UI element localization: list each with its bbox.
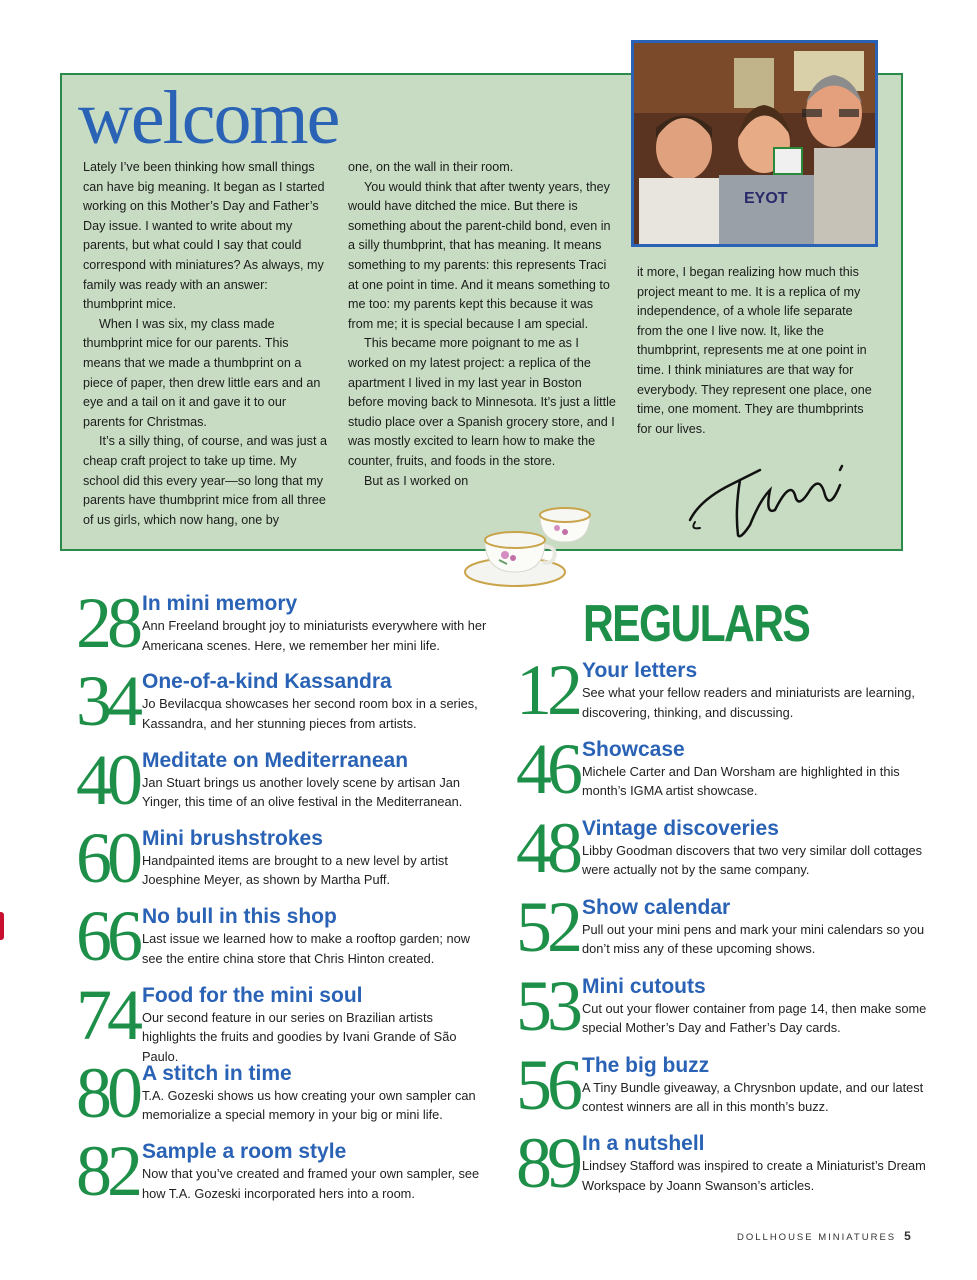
toc-entry-title[interactable]: Meditate on Mediterranean xyxy=(142,748,409,772)
teacup-image xyxy=(455,480,605,595)
toc-entry-title[interactable]: Show calendar xyxy=(582,895,731,919)
paragraph: it more, I began realizing how much this project meant to me. It is a replica of my independence, of a whole life separate from the one I live now. It, like the thumbprint, represents me at one point in time. I think miniatures are that way for everybody. They represent one place, one time, one moment. They are thumbprints for our lives. xyxy=(637,265,872,436)
paragraph: When I was six, my class made thumbprint mice for our parents. This means that we made a thumbprint on a piece of paper, then drew little ears and an eye and a tail on it and gave it to our parents for Christmas. xyxy=(83,316,321,429)
toc-entry-title[interactable]: Your letters xyxy=(582,659,698,682)
toc-entry-description: Ann Freeland brought joy to miniaturists everywhere with her Americana scenes. Here, we remember her mini life. xyxy=(142,618,487,653)
page-number-large: 80 xyxy=(76,1052,138,1133)
toc-entry-title[interactable]: One-of-a-kind Kassandra xyxy=(142,670,392,694)
paragraph: But as I worked on xyxy=(364,473,469,488)
welcome-column-2 xyxy=(348,158,616,491)
family-photo xyxy=(631,40,878,247)
page-number: 5 xyxy=(904,1229,911,1243)
toc-entry-title[interactable]: Mini brushstrokes xyxy=(142,826,323,850)
page-number-large: 40 xyxy=(76,739,138,820)
toc-entry-title[interactable]: Mini cutouts xyxy=(582,974,706,998)
toc-entry-title[interactable]: In mini memory xyxy=(142,592,298,615)
page-number-large: 52 xyxy=(516,886,578,967)
paragraph: It’s a silly thing, of course, and was just a cheap craft project to take up time. My school did this every year—so long that my parents have thumbprint mice from all three of us girls, which now hang, one by xyxy=(83,434,327,527)
toc-entry-description: T.A. Gozeski shows us how creating your own sampler can memorialize a special memory in your big or mini life. xyxy=(142,1087,476,1123)
paragraph: one, on the wall in their room. xyxy=(348,160,514,174)
toc-entry-description: Lindsey Stafford was inspired to create a Miniaturist’s Dream Workspace by Joann Swanson’s articles. xyxy=(582,1158,926,1193)
welcome-column-3 xyxy=(637,263,877,439)
page-number-large: 74 xyxy=(76,974,138,1055)
regulars-heading: REGULARS xyxy=(583,595,810,653)
toc-entry-title[interactable]: Food for the mini soul xyxy=(142,983,363,1007)
toc-entry-description: Our second feature in our series on Brazilian artists highlights the fruits and goodies by Ivani Grande of São Paulo. xyxy=(142,1009,457,1064)
toc-entry-title[interactable]: Vintage discoveries xyxy=(582,816,779,840)
toc-entry-description: Jo Bevilacqua showcases her second room box in a series, Kassandra, and her stunning pieces from artists. xyxy=(142,696,478,731)
page-number-large: 34 xyxy=(76,661,138,742)
toc-entry-description: Libby Goodman discovers that two very similar doll cottages were actually not by the same company. xyxy=(582,842,922,878)
signature-traci xyxy=(680,440,860,550)
magazine-name: DOLLHOUSE MINIATURES xyxy=(737,1232,897,1243)
paragraph: This became more poignant to me as I worked on my latest project: a replica of the apartment I lived in my last year in Boston before moving back to Minnesota. It’s just a little studio place over a Spanish grocery store, and I was mostly excited to learn how to make the counter, fruits, and foods in the store. xyxy=(348,336,616,468)
page-footer xyxy=(737,1229,911,1243)
toc-entry-description: Jan Stuart brings us another lovely scene by artisan Jan Yinger, this time of an olive festival in the Mediterranean. xyxy=(142,774,463,810)
page-number-large: 66 xyxy=(76,896,138,977)
paragraph: You would think that after twenty years, they would have ditched the mice. But there is something about the parent-child bond, even in a silly thumbprint, that has meaning. It means something to my parents: this represents Traci at one point in time. And it means something to me too: my parents kept this because it was from me; it is special because I am special. xyxy=(348,179,611,331)
toc-entry-title[interactable]: In a nutshell xyxy=(582,1132,705,1156)
toc-entry-title[interactable]: Showcase xyxy=(582,737,685,761)
family-photo-image xyxy=(634,43,875,244)
toc-entry-description: See what your fellow readers and miniaturists are learning, discovering, thinking, and discussing. xyxy=(582,685,915,720)
page-number-large: 56 xyxy=(516,1044,578,1125)
toc-entry-title[interactable]: A stitch in time xyxy=(142,1061,292,1085)
toc-entry-title[interactable]: The big buzz xyxy=(582,1053,710,1077)
toc-entry-description: Handpainted items are brought to a new level by artist Joesphine Meyer, as shown by Martha Puff. xyxy=(142,852,448,888)
page-number-large: 46 xyxy=(516,728,578,809)
toc-entry-description: Last issue we learned how to make a rooftop garden; now see the entire china store that Chris Hinton created. xyxy=(142,931,470,966)
toc-entry-title[interactable]: Sample a room style xyxy=(142,1140,347,1164)
welcome-column-1 xyxy=(83,158,328,530)
page-number-large: 82 xyxy=(76,1131,138,1212)
page-edge-mark xyxy=(0,912,4,940)
toc-entry-description: Now that you’ve created and framed your own sampler, see how T.A. Gozeski incorporated hers into a room. xyxy=(142,1166,480,1201)
page-number-large: 12 xyxy=(516,650,578,730)
welcome-title: welcome xyxy=(78,76,339,160)
page-number-large: 53 xyxy=(516,965,578,1046)
toc-entry-description: Cut out your flower container from page 14, then make some special Mother’s Day and Father’s Day cards. xyxy=(582,1000,927,1036)
page-number-large: 60 xyxy=(76,817,138,898)
page-number-large: 89 xyxy=(516,1123,578,1204)
toc-entry-description: Pull out your mini pens and mark your mini calendars so you don’t miss any of these upcoming shows. xyxy=(582,921,925,957)
toc-entry-title[interactable]: No bull in this shop xyxy=(142,905,337,929)
paragraph: Lately I’ve been thinking how small things can have big meaning. It began as I started working on this Mother’s Day and Father’s Day issue. I wanted to write about my parents, but what could I say that could correspond with miniatures? As always, my family was ready with an answer: thumbprint mice. xyxy=(83,160,325,312)
page-number-large: 48 xyxy=(516,807,578,888)
svg-text:EYOT: EYOT xyxy=(744,190,788,207)
page-number-large: 28 xyxy=(76,583,138,663)
toc-entry-description: Michele Carter and Dan Worsham are highlighted in this month’s IGMA artist showcase. xyxy=(582,763,900,799)
toc-entry-description: A Tiny Bundle giveaway, a Chrysnbon update, and our latest contest winners are all in this month’s buzz. xyxy=(582,1079,924,1114)
